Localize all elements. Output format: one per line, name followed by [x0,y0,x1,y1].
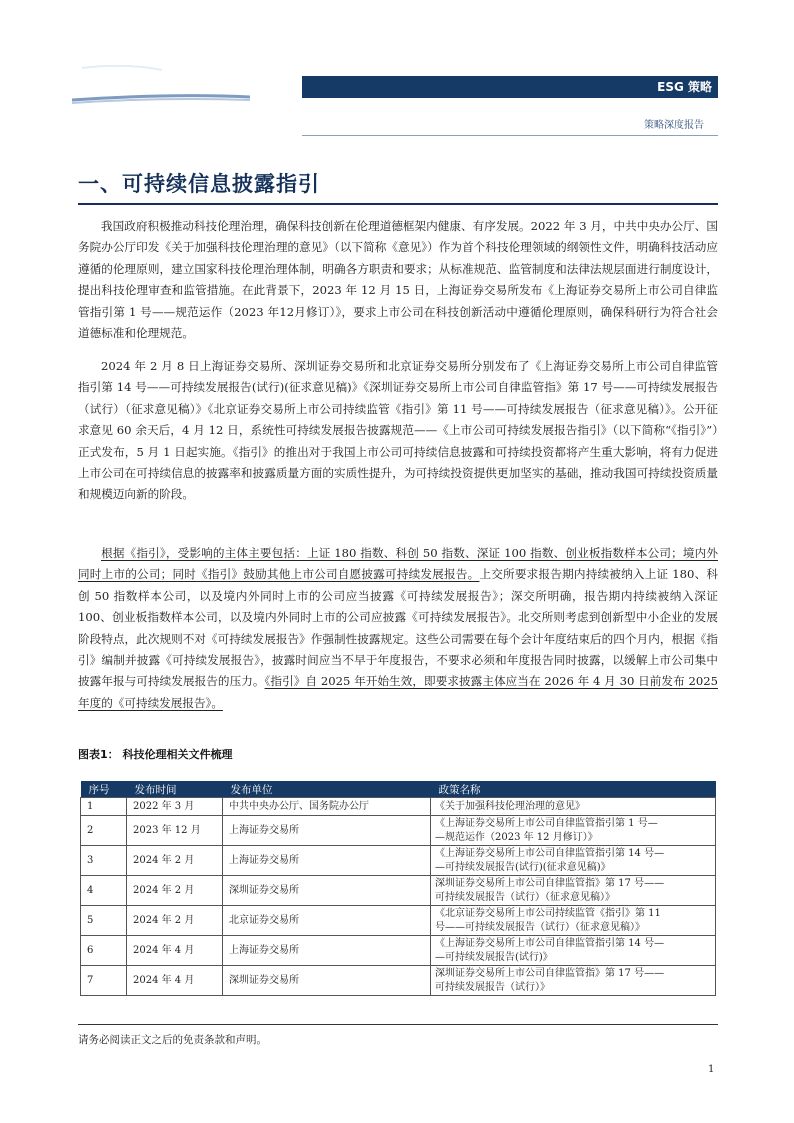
row-policy: 《关于加强科技伦理治理的意见》 [431,798,716,816]
row-policy: 《上海证券交易所上市公司自律监管指引第 14 号— —可持续发展报告(试行)》 [431,936,716,966]
header-cell: 序号 [81,781,127,798]
row-date: 2024 年 2 月 [127,846,223,876]
table-header-row [81,781,716,798]
row-issuer: 上海证券交易所 [223,936,431,966]
row-issuer: 上海证券交易所 [223,846,431,876]
row-issuer: 上海证券交易所 [223,816,431,846]
figure-caption: 图表1： 科技伦理相关文件梳理 [78,748,233,761]
table-row [81,816,716,846]
row-index: 6 [81,936,127,966]
footer-divider [78,1024,718,1025]
row-index: 3 [81,846,127,876]
row-date: 2024 年 4 月 [127,966,223,996]
paragraph-3: 根据《指引》，受影响的主体主要包括：上证 180 指数、科创 50 指数、深证 100 指数、创业板指数样本公司；境内外同时上市的公司；同时《指引》鼓励其他上市公司自愿披露可持续发展报告。上交所要求报告期内持续被纳入上证 180、科创 50 指数样本公司，以及境内外同时上市的公司应当披露《可持续发展报告》；深交所明确，报告期内持续被纳入深证 100、创业板指数样本公司，以及境内外同时上市的公司应披露《可持续发展报告》。北交所则考虑到创新型中小企业的发展阶段特点，此次规则不对《可持续发展报告》作强制性披露规定。这些公司需要在每个会计年度结束后的四个月内，根据《指引》编制并披露《可持续发展报告》，披露时间应当不早于年度报告，不要求必须和年度报告同时披露，以缓解上市公司集中披露年报与可持续发展报告的压力。《指引》自 2025 年开始生效，即要求披露主体应当在 2026 年 4 月 30 日前发布 2025 年度的《可持续发展报告》。 [78,546,718,710]
table-row [81,906,716,936]
row-index: 4 [81,876,127,906]
row-date: 2024 年 2 月 [127,906,223,936]
header-cell: 发布单位 [223,781,431,798]
row-date: 2023 年 12 月 [127,816,223,846]
paragraph-2: 2024 年 2 月 8 日上海证券交易所、深圳证券交易所和北京证券交易所分别发布了《上海证券交易所上市公司自律监管指引第 14 号——可持续发展报告(试行)(征求意见稿)》《深圳证券交易所上市公司自律监管指》第 17 号——可持续发展报告（试行）（征求意见稿）》《北京证券交易所上市公司持续监管《指引》第 11 号——可持续发展报告（征求意见稿）》。公开征求意见 60 余天后，4 月 12 日，系统性可持续发展报告披露规范——《上市公司可持续发展报告指引》（以下简称“《指引》”）正式发布，5 月 1 日起实施。《指引》的推出对于我国上市公司可持续信息披露和可持续投资都将产生重大影响，将有力促进上市公司在可持续信息的披露率和披露质量方面的实质性提升，为可持续投资提供更加坚实的基础，推动我国可持续投资质量和规模迈向新的阶段。 [78,359,718,502]
row-index: 5 [81,906,127,936]
row-policy: 深圳证券交易所上市公司自律监管指》第 17 号—— 可持续发展报告（试行）（征求意见稿）》 [431,876,716,906]
header-divider [302,135,718,136]
row-policy: 《北京证券交易所上市公司持续监管《指引》第 11 号——可持续发展报告（试行）（征求意见稿）》 [431,906,716,936]
table-row [81,936,716,966]
disclaimer-text: 请务必阅读正文之后的免责条款和声明。 [78,1034,267,1046]
underlined-effective-date-text: 《指引》自 2025 年开始生效，即要求披露主体应当在 2026 年 4 月 30 日前发布 2025 年度的《可持续发展报告》。 [78,674,718,710]
row-policy: 深圳证券交易所上市公司自律监管指》第 17 号—— 可持续发展报告（试行）》 [431,966,716,996]
row-index: 7 [81,966,127,996]
row-index: 2 [81,816,127,846]
underlined-scope-text: 根据《指引》，受影响的主体主要包括：上证 180 指数、科创 50 指数、深证 100 指数、创业板指数样本公司；境内外同时上市的公司；同时《指引》鼓励其他上市公司自愿披露可持续发展报告。 [78,546,718,582]
page-number: 1 [708,1064,715,1075]
row-issuer: 中共中央办公厅、国务院办公厅 [223,798,431,816]
paragraph-1: 我国政府积极推动科技伦理治理，确保科技创新在伦理道德框架内健康、有序发展。2022 年 3 月，中共中央办公厅、国务院办公厅印发《关于加强科技伦理治理的意见》（以下简称《意见》）作为首个科技伦理领域的纲领性文件，明确科技活动应遵循的伦理原则，建立国家科技伦理治理体制，明确各方职责和要求；从标准规范、监管制度和法律法规层面进行制度设计，提出科技伦理审查和监管措施。在此背景下，2023 年 12 月 15 日，上海证券交易所发布《上海证券交易所上市公司自律监管指引第 1 号——规范运作（2023 年12月修订）》，要求上市公司在科技创新活动中遵循伦理原则，确保科研行为符合社会道德标准和伦理规范。 [78,219,718,341]
table-row [81,966,716,996]
policy-documents-table [80,781,716,996]
section-title: 一、可持续信息披露指引 [78,172,320,196]
header-tag-bar: ESG 策略 [302,76,718,98]
row-issuer: 深圳证券交易所 [223,876,431,906]
row-date: 2022 年 3 月 [127,798,223,816]
header-cell: 发布时间 [127,781,223,798]
table-row [81,876,716,906]
company-logo-wave [72,56,252,106]
row-issuer: 北京证券交易所 [223,906,431,936]
row-policy: 《上海证券交易所上市公司自律监管指引第 14 号— —可持续发展报告(试行)(征求意见稿)》 [431,846,716,876]
header-cell: 政策名称 [431,781,716,798]
table-row [81,798,716,816]
table-row [81,846,716,876]
row-date: 2024 年 2 月 [127,876,223,906]
row-date: 2024 年 4 月 [127,936,223,966]
row-issuer: 深圳证券交易所 [223,966,431,996]
row-index: 1 [81,798,127,816]
row-policy: 《上海证券交易所上市公司自律监管指引第 1 号— —规范运作（2023 年 12 月修订）》 [431,816,716,846]
report-type: 策略深度报告 [644,120,704,131]
title-divider [78,203,718,205]
